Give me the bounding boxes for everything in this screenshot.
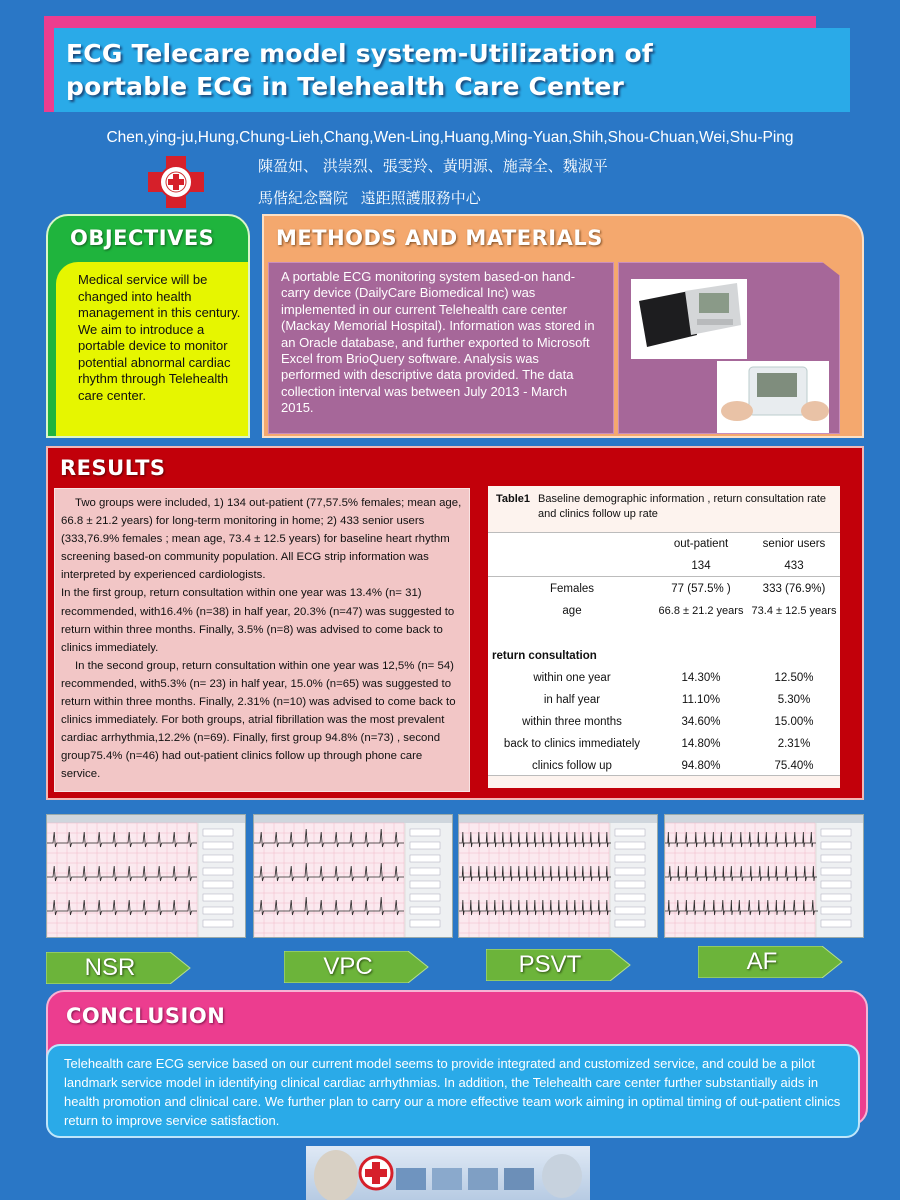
poster-title: ECG Telecare model system-Utilization of portable ECG in Telehealth Care Center: [66, 39, 653, 101]
ecg-strip-psvt: [458, 814, 658, 938]
device-photo-panel: [618, 262, 840, 434]
ecg-strip-vpc: [253, 814, 453, 938]
arrow-label-af: AF: [746, 948, 778, 975]
conclusion-text: Telehealth care ECG service based on our current model seems to provide integrated and customized service, and could be a pilot landmark service model in identifying clinical cardiac arrhythmias. In addition, the Telehealth care center further substantially aids in health promotion and clinical care. We further plan to carry our a more effective team work aiming in optimal timing of out-patient clinics return to improve service satisfaction.: [46, 1044, 860, 1138]
table-row: within one year 14.30% 12.50%: [533, 672, 814, 684]
objectives-text: Medical service will be changed into health management in this century. We aim to introduce a portable device to monitor potential abnormal cardiac rhythm through Telehealth care center.: [56, 262, 248, 436]
objectives-heading: OBJECTIVES: [70, 226, 215, 250]
table-row: back to clinics immediately 14.80% 2.31%: [503, 738, 811, 750]
col-header-out-patient: out-patient: [673, 538, 729, 550]
footer-hospital-banner: [306, 1146, 590, 1200]
table-count-row: 134 433: [691, 560, 804, 572]
results-paragraph-1: Two groups were included, 1) 134 out-patient (77,57.5% females; mean age, 66.8 ± 21.2 years) for long-term monitoring in home; 2) 433 senior users (333,76.9% females ; mean age, 73.4 ± 12.5 years) for baseline heart rhythm screening based-on community population. All ECG strip information was interpreted by experienced cardiologists.: [61, 497, 462, 582]
results-text: [54, 488, 470, 792]
table-row-females: Females 77 (57.5% ) 333 (76.9%): [549, 583, 826, 595]
hospital-logo: [146, 154, 206, 210]
authors-english: Chen,ying-ju,Hung,Chung-Lieh,Chang,Wen-Ling,Huang,Ming-Yuan,Shih,Shou-Chuan,Wei,Shu-Ping: [106, 129, 794, 146]
objectives-section: [46, 214, 250, 438]
portable-ecg-device-image: [619, 263, 841, 435]
conclusion-heading: CONCLUSION: [66, 1004, 226, 1028]
ecg-strip-af: [664, 814, 864, 938]
arrow-label-vpc: VPC: [323, 953, 373, 980]
title-banner: [54, 28, 850, 112]
methods-heading: METHODS AND MATERIALS: [276, 226, 603, 250]
label-arrow-af: [698, 946, 844, 978]
methods-section: [262, 214, 864, 438]
results-paragraph-2: In the first group, return consultation within one year was 13.4% (n= 31) recommended, with16.4% (n=38) in half year, 20.3% (n=47) was suggested to return within three months. Finally, 3.5% (n=8) was advised to come back to clinics immediately.: [61, 587, 455, 654]
table-caption-text: Baseline demographic information , return consultation rate and clinics follow up rate: [538, 493, 827, 520]
table-label: Table1: [496, 493, 531, 505]
table-section-return-consultation: return consultation: [492, 650, 597, 662]
table-1: [488, 486, 840, 788]
table-caption: [496, 492, 832, 522]
table-row: within three months 34.60% 15.00%: [522, 716, 814, 728]
authors-chinese: 陳盈如、 洪崇烈、張雯羚、黃明源、施壽全、魏淑平: [258, 157, 608, 175]
methods-text: A portable ECG monitoring system based-on hand-carry device (DailyCare Biomedical Inc) was implemented in our current Telehealth care center (Mackay Memorial Hospital). Information was stored in an Oracle database, and further exported to Microsoft Excel from BrioQuery software. Analysis was performed with descriptive data provided. The data collection interval was between July 2013 - March 2015.: [268, 262, 614, 434]
table-body: [488, 532, 840, 776]
results-heading: RESULTS: [60, 456, 166, 480]
table-row-age: age 66.8 ± 21.2 years 73.4 ± 12.5 years: [562, 605, 837, 617]
table-row: in half year 11.10% 5.30%: [543, 694, 811, 706]
hospital-name-chinese: 馬偕紀念醫院 遠距照護服務中心: [258, 189, 481, 207]
label-arrow-nsr: [46, 952, 192, 984]
results-paragraph-3: In the second group, return consultation within one year was 12,5% (n= 54) recommended, with5.3% (n= 23) in half year, 15.0% (n=65) was suggested to return within three months. Finally, 2.31% (n=10) was advised to come back to clinics immediately. For both groups, atrial fibrillation was the most prevalent cardiac arrhythmia,12.2% (n=69). Finally, first group 94.8% (n=73) , second group75.4% (n=46) had out-patient clinics follow up through phone care service.: [61, 659, 456, 781]
ecg-strip-nsr: [46, 814, 246, 938]
hospital-buildings-image: [306, 1146, 590, 1200]
label-arrow-psvt: [486, 949, 632, 981]
table-row: clinics follow up 94.80% 75.40%: [532, 760, 814, 772]
label-arrow-vpc: [284, 951, 430, 983]
arrow-label-psvt: PSVT: [518, 951, 582, 978]
arrow-label-nsr: NSR: [84, 954, 136, 981]
table-header-row: [488, 538, 840, 558]
col-header-senior-users: senior users: [762, 538, 826, 550]
results-section: [46, 446, 864, 800]
